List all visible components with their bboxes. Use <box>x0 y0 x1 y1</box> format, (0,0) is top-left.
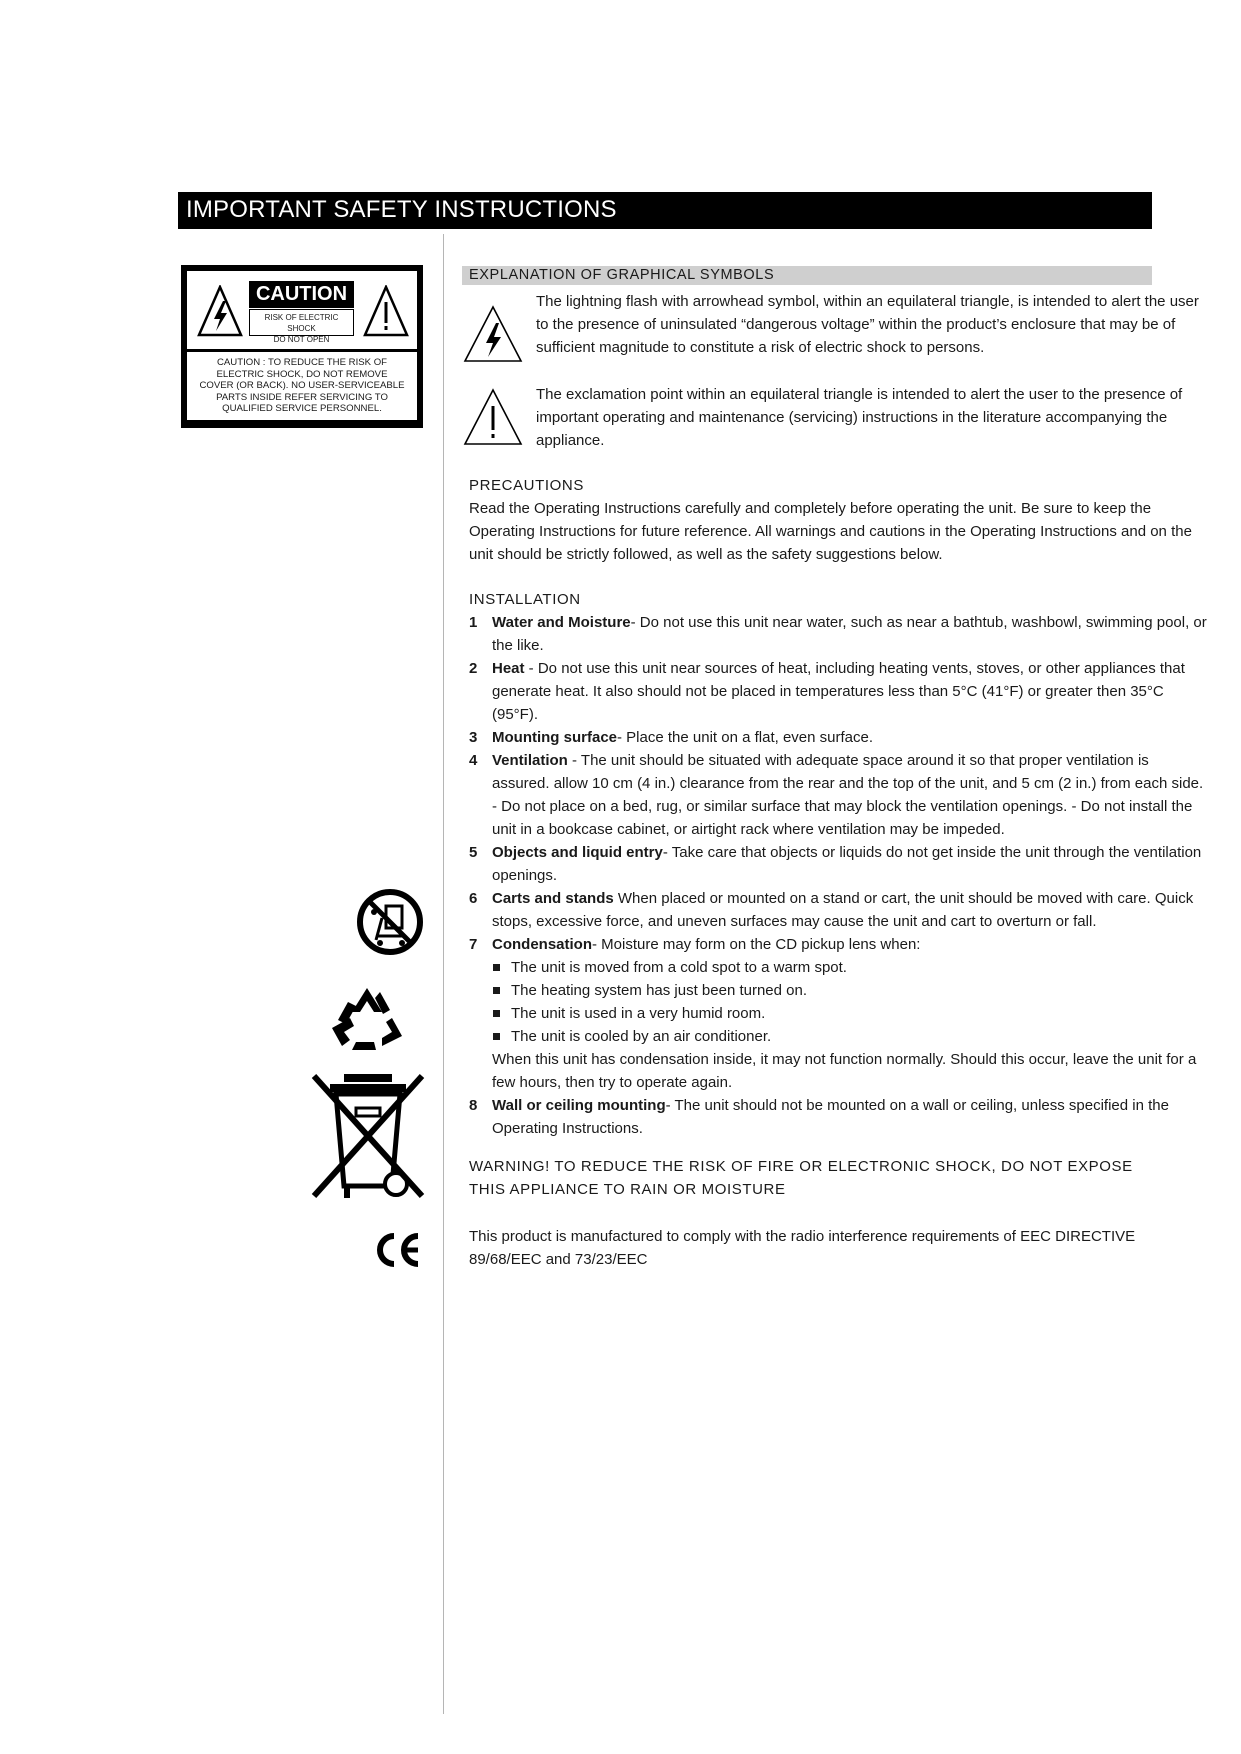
precautions-section <box>469 474 1209 566</box>
bullet-item: The unit is used in a very humid room. <box>469 1002 1209 1025</box>
item-text: - Do not use this unit near water, such as near a bathtub, washbowl, swimming pool, or the like. <box>492 614 1207 654</box>
item-text: When placed or mounted on a stand or cart, the unit should be moved with care. Quick stops, excessive force, and uneven surfaces may cause the unit and cart to overturn or fall. <box>492 890 1194 930</box>
bullet-item: The unit is cooled by an air conditioner. <box>469 1025 1209 1048</box>
caution-label-top <box>187 271 417 350</box>
caution-risk-text: RISK OF ELECTRIC SHOCK DO NOT OPEN <box>249 309 354 336</box>
bullet-square-icon <box>493 1033 500 1040</box>
item-term: Heat <box>492 660 525 677</box>
list-item: 1 Water and Moisture- Do not use this unit near water, such as near a bathtub, washbowl, swimming pool, or the like. <box>469 614 1207 654</box>
compliance-text: This product is manufactured to comply with the radio interference requirements of EEC DIRECTIVE 89/68/EEC and 73/23/EEC <box>469 1228 1136 1268</box>
page-title: IMPORTANT SAFETY INSTRUCTIONS <box>186 196 617 223</box>
precautions-text: Read the Operating Instructions carefully and completely before operating the unit. Be sure to keep the Operating Instructions for future reference. All warnings and cautions in the Operating Instructions and on the unit should be strictly followed, as well as the safety suggestions below. <box>469 500 1192 563</box>
cart-warning-icon <box>356 888 424 956</box>
item-term: Objects and liquid entry <box>492 844 663 861</box>
item-term: Carts and stands <box>492 890 614 907</box>
list-item: 8 Wall or ceiling mounting- The unit should not be mounted on a wall or ceiling, unless specified in the Operating Instructions. <box>469 1097 1169 1137</box>
list-item: 3 Mounting surface- Place the unit on a flat, even surface. <box>469 729 873 746</box>
item-text: - The unit should not be mounted on a wall or ceiling, unless specified in the Operating Instructions. <box>492 1097 1169 1137</box>
item-text: - Take care that objects or liquids do not get inside the unit through the ventilation openings. <box>492 844 1202 884</box>
exclamation-explanation: The exclamation point within an equilateral triangle is intended to alert the user to the presence of important operating and maintenance (servicing) instructions in the literature accompanying the appliance. <box>536 386 1183 449</box>
title-bar <box>178 192 1152 229</box>
list-item: 4 Ventilation - The unit should be situated with adequate space around it so that proper ventilation is assured. allow 10 cm (4 in.) clearance from the rear and the top of the unit, and 5 cm (2 in.) from each side. - Do not place on a bed, rug, or similar surface that may block the ventilation openings. - Do not install the unit in a bookcase cabinet, or airtight rack where ventilation may be impeded. <box>469 752 1204 838</box>
column-divider <box>443 234 444 1714</box>
symbols-heading: EXPLANATION OF GRAPHICAL SYMBOLS <box>462 266 1152 285</box>
item-text: - Place the unit on a flat, even surface. <box>617 729 873 746</box>
installation-heading: INSTALLATION <box>469 591 581 608</box>
lightning-triangle-icon <box>197 285 243 337</box>
list-item: 6 Carts and stands When placed or mounted on a stand or cart, the unit should be moved with care. Quick stops, excessive force, and uneven surfaces may cause the unit and cart to overturn or fall. <box>469 890 1194 930</box>
list-item: 5 Objects and liquid entry- Take care that objects or liquids do not get inside the unit through the ventilation openings. <box>469 844 1202 884</box>
item-text: - Moisture may form on the CD pickup lens when: <box>592 936 921 953</box>
exclamation-triangle-icon <box>363 285 409 337</box>
bullet-item: The unit is moved from a cold spot to a warm spot. <box>469 956 1209 979</box>
item-term: Water and Moisture <box>492 614 631 631</box>
precautions-heading: PRECAUTIONS <box>469 477 584 494</box>
item-term: Ventilation <box>492 752 568 769</box>
caution-label <box>181 265 423 428</box>
exclamation-triangle-icon <box>463 388 523 446</box>
item-term: Condensation <box>492 936 592 953</box>
bullet-item: The heating system has just been turned on. <box>469 979 1209 1002</box>
list-item: 2 Heat - Do not use this unit near sources of heat, including heating vents, stoves, or other appliances that generate heat. It also should not be placed in temperatures less than 5°C (41°F) or greater then 35°C (95°F). <box>469 660 1185 723</box>
item-text: - Do not use this unit near sources of heat, including heating vents, stoves, or other appliances that generate heat. It also should not be placed in temperatures less than 5°C (41°F) or greater then 35°C (95°F). <box>492 660 1185 723</box>
bullet-square-icon <box>493 1010 500 1017</box>
bullet-square-icon <box>493 964 500 971</box>
list-item: 7 Condensation- Moisture may form on the CD pickup lens when: <box>469 936 921 953</box>
installation-section <box>469 588 1209 1140</box>
item-term: Mounting surface <box>492 729 618 746</box>
item-term: Wall or ceiling mounting <box>492 1097 666 1114</box>
ce-mark-icon <box>372 1228 424 1272</box>
recycle-icon <box>330 984 404 1054</box>
item-text: - The unit should be situated with adequate space around it so that proper ventilation is assured. allow 10 cm (4 in.) clearance from the rear and the top of the unit, and 5 cm (2 in.) from each side. - Do not place on a bed, rug, or similar surface that may block the ventilation openings. - Do not install the unit in a bookcase cabinet, or airtight rack where ventilation may be impeded. <box>492 752 1204 838</box>
warning-text: WARNING! TO REDUCE THE RISK OF FIRE OR ELECTRONIC SHOCK, DO NOT EXPOSE THIS APPLIANCE TO RAIN OR MOISTURE <box>469 1158 1133 1198</box>
crossed-bin-icon <box>310 1068 426 1204</box>
bullet-square-icon <box>493 987 500 994</box>
caution-word: CAUTION <box>249 281 354 308</box>
caution-body-text: CAUTION : TO REDUCE THE RISK OF ELECTRIC SHOCK, DO NOT REMOVE COVER (OR BACK). NO USER-SERVICEABLE PARTS INSIDE REFER SERVICING TO QUALIFIED SERVICE PERSONNEL. <box>199 357 405 414</box>
lightning-explanation: The lightning flash with arrowhead symbol, within an equilateral triangle, is intended to alert the user to the presence of uninsulated “dangerous voltage” within the product’s enclosure that may be of sufficient magnitude to constitute a risk of electric shock to persons. <box>536 293 1199 356</box>
lightning-triangle-icon <box>463 305 523 363</box>
caution-label-bottom <box>187 349 417 420</box>
condensation-note: When this unit has condensation inside, it may not function normally. Should this occur, leave the unit for a few hours, then try to operate again. <box>492 1051 1197 1091</box>
